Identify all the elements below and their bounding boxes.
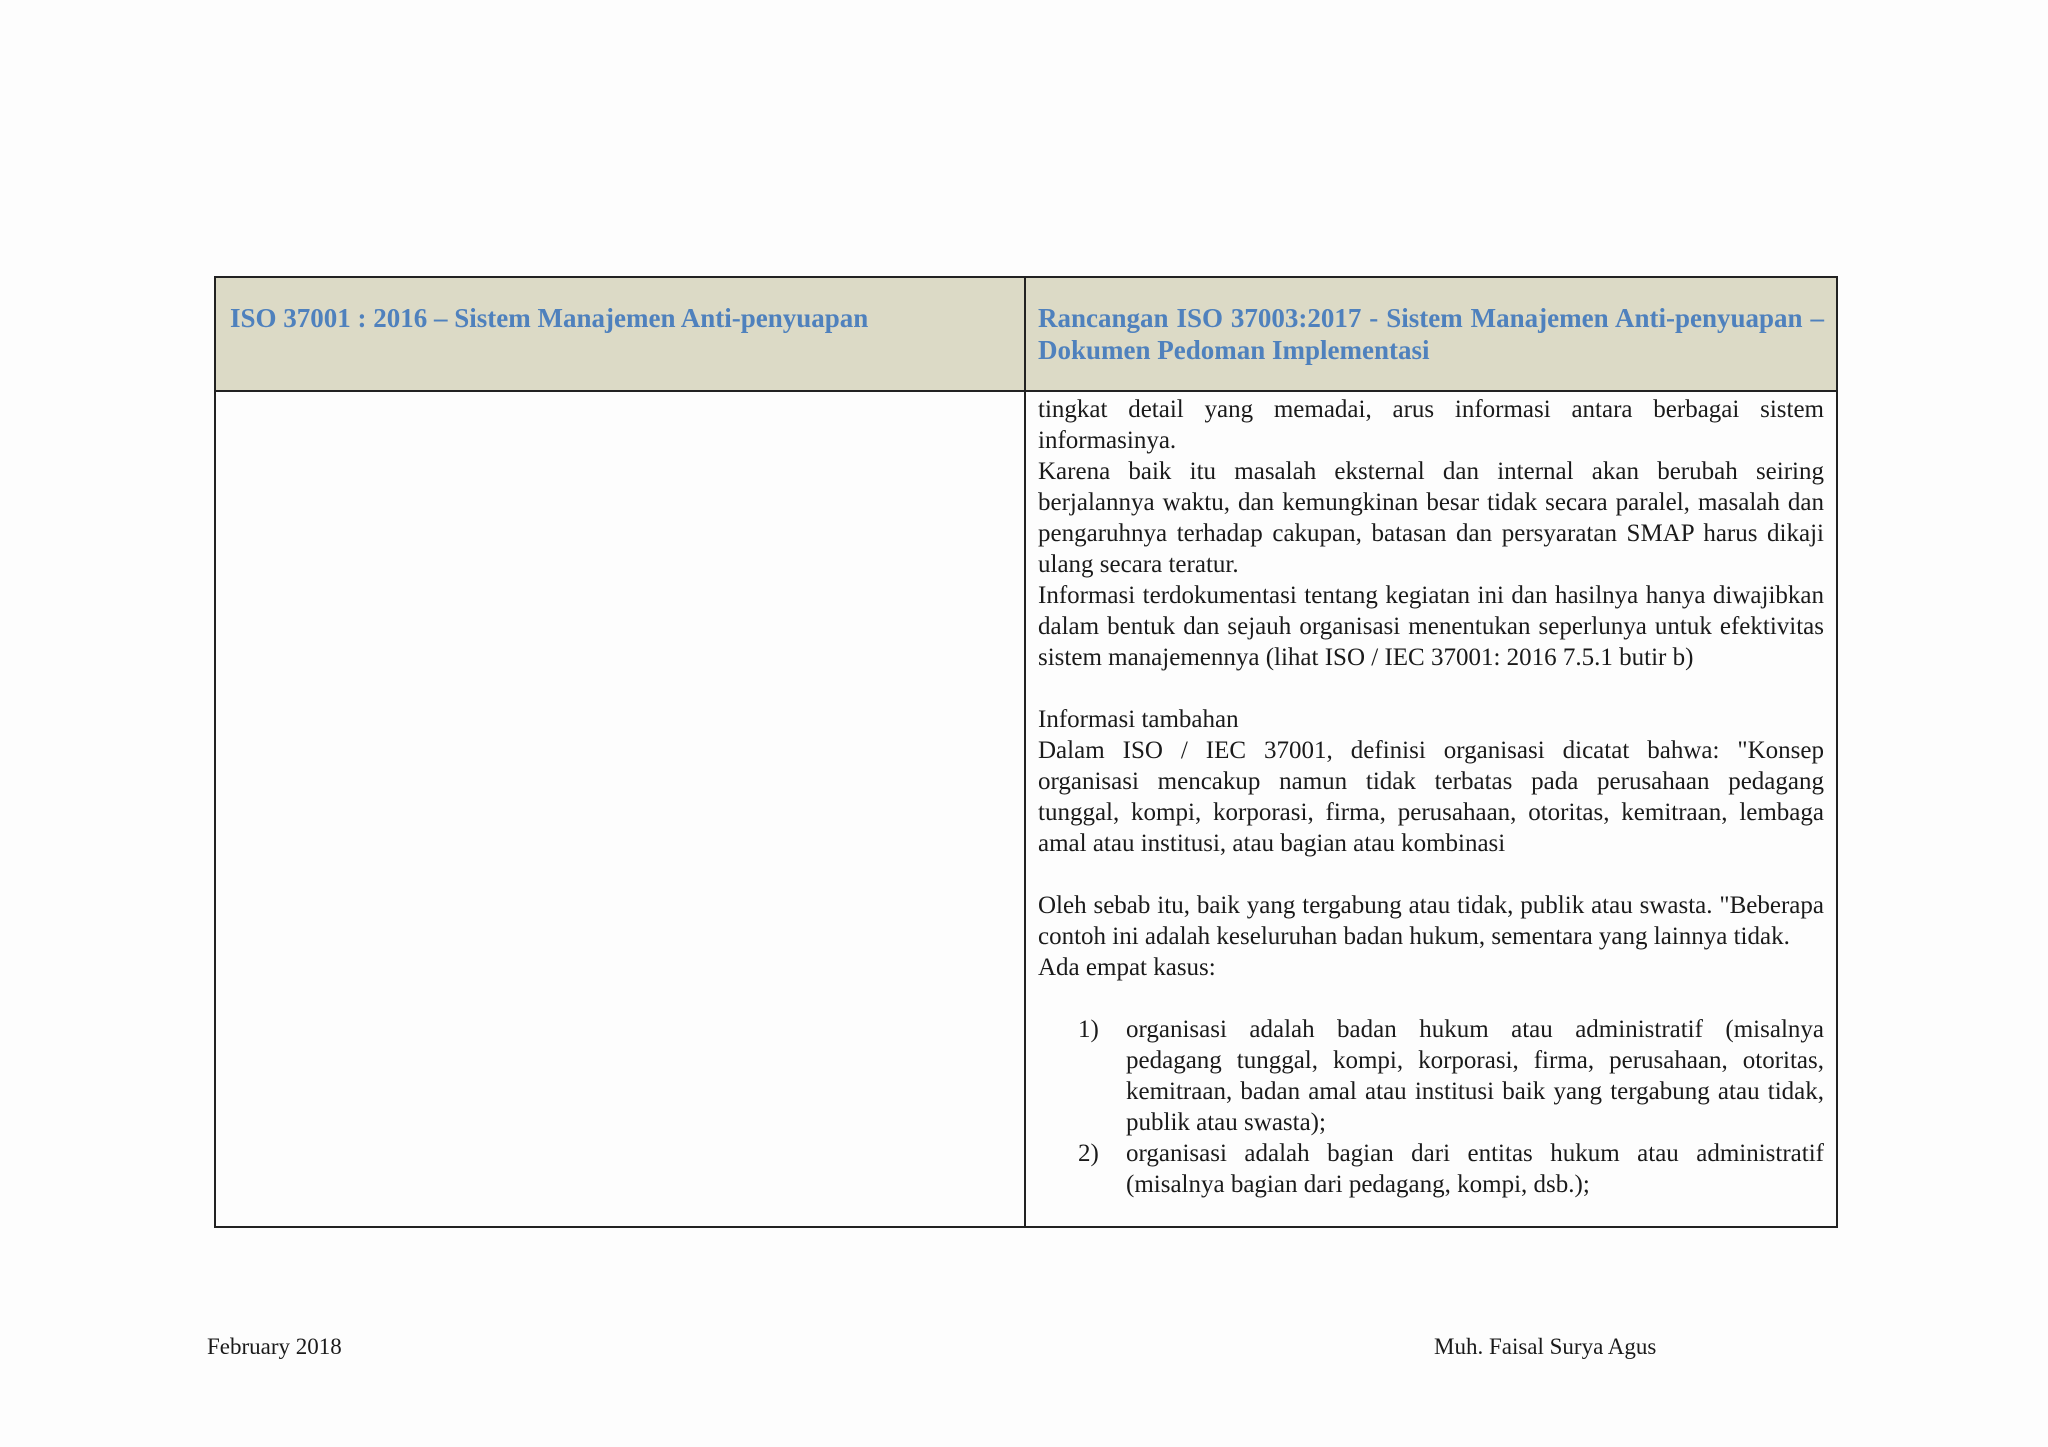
cases-list — [1038, 1014, 1824, 1200]
list-item-text: organisasi adalah badan hukum atau administratif (misalnya pedagang tunggal, kompi, korporasi, firma, perusahaan, otoritas, kemitraan, badan amal atau institusi baik yang tergabung atau tidak, publik atau swasta); — [1126, 1016, 1824, 1136]
paragraph-legal-entities: Oleh sebab itu, baik yang tergabung atau tidak, publik atau swasta. "Beberapa contoh ini adalah keseluruhan badan hukum, sementara yang lainnya tidak. — [1038, 892, 1824, 950]
table-header-row — [215, 277, 1837, 391]
paragraph-documented-information: Informasi terdokumentasi tentang kegiatan ini dan hasilnya hanya diwajibkan dalam bentuk dan sejauh organisasi menentukan seperlunya untuk efektivitas sistem manajemennya (lihat ISO / IEC 37001: 2016 7.5.1 butir b) — [1038, 582, 1824, 671]
cases-intro: Ada empat kasus: — [1038, 954, 1216, 981]
paragraph-detail-information: tingkat detail yang memadai, arus informasi antara berbagai sistem informasinya. — [1038, 396, 1824, 454]
additional-info-heading: Informasi tambahan — [1038, 706, 1239, 733]
footer-date: February 2018 — [207, 1334, 342, 1359]
list-item — [1078, 1014, 1824, 1138]
list-item-number: 1) — [1078, 1016, 1099, 1043]
footer-author: Muh. Faisal Surya Agus — [1434, 1334, 1657, 1359]
list-item — [1078, 1138, 1824, 1200]
header-iso-37001: ISO 37001 : 2016 – Sistem Manajemen Anti-penyuapan — [215, 277, 1025, 391]
paragraph-organization-definition: Dalam ISO / IEC 37001, definisi organisasi dicatat bahwa: "Konsep organisasi mencakup namun tidak terbatas pada perusahaan pedagang tunggal, kompi, korporasi, firma, perusahaan, otoritas, kemitraan, lembaga amal atau institusi, atau bagian atau kombinasi — [1038, 737, 1824, 857]
left-cell-empty — [215, 391, 1025, 1227]
list-item-number: 2) — [1078, 1140, 1099, 1167]
comparison-table — [214, 276, 1838, 1228]
table-body-row — [215, 391, 1837, 1227]
right-cell-content — [1025, 391, 1837, 1227]
paragraph-issues-review: Karena baik itu masalah eksternal dan internal akan berubah seiring berjalannya waktu, dan kemungkinan besar tidak secara paralel, masalah dan pengaruhnya terhadap cakupan, batasan dan persyaratan SMAP harus dikaji ulang secara teratur. — [1038, 458, 1824, 578]
list-item-text: organisasi adalah bagian dari entitas hukum atau administratif (misalnya bagian dari pedagang, kompi, dsb.); — [1126, 1140, 1824, 1198]
header-iso-37003: Rancangan ISO 37003:2017 - Sistem Manajemen Anti-penyuapan – Dokumen Pedoman Implementasi — [1025, 277, 1837, 391]
